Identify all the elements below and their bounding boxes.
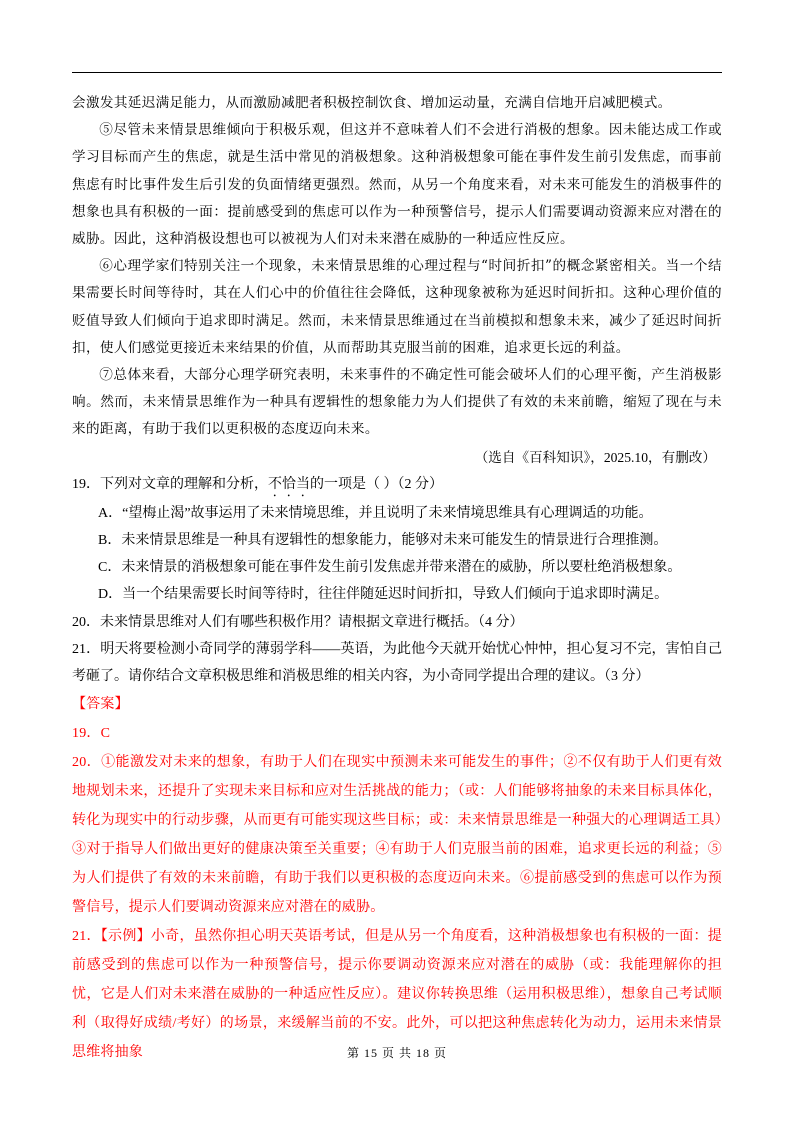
question-20: 20．未来情景思维对人们有哪些积极作用？请根据文章进行概括。（4 分） <box>72 614 524 630</box>
option-a: A．“望梅止渴”故事运用了未来情境思维，并且说明了未来情境思维具有心理调适的功能。 <box>98 505 653 521</box>
answer-label: 【答案】 <box>72 697 129 713</box>
header-rule <box>72 72 722 73</box>
question-21: 21．明天将要检测小奇同学的薄弱学科——英语，为此他今天就开始忧心忡忡，担心复习不完，害怕自己考砸了。请你结合文章积极思维和消极思维的相关内容，为小奇同学提出合理的建议。（3 分） <box>72 641 722 685</box>
answer-20: 20．①能激发对未来的想象，有助于人们在现实中预测未来可能发生的事件；②不仅有助于人们更有效地规划未来，还提升了实现未来目标和应对生活挑战的能力；（或：人们能够将抽象的未来目标具体化，转化为现实中的行动步骤，从而更有可能实现这些目标；或：未来情景思维是一种强大的心理调适工具）③对于指导人们做出更好的健康决策至关重要；④有助于人们克服当前的困难，追求更长远的利益；⑤为人们提供了有效的未来前瞻，有助于我们以更积极的态度迈向未来。⑥提前感受到的焦虑可以作为预警信号，提示人们要调动资源来应对潜在的威胁。 <box>72 755 722 916</box>
option-c: C．未来情景的消极想象可能在事件发生前引发焦虑并带来潜在的威胁，所以要杜绝消极想象。 <box>98 560 682 576</box>
page-content <box>72 90 722 1067</box>
question-19-emphasis: 不恰当 <box>268 476 310 492</box>
question-19 <box>72 471 722 500</box>
answer-21: 21．【示例】小奇，虽然你担心明天英语考试，但是从另一个角度看，这种消极想象也有积极的一面：提前感受到的焦虑可以作为一种预警信号，提示你要调动资源来应对潜在的威胁（或：我能理解你的担忧，它是人们对未来潜在威胁的一种适应性反应）。建议你转换思维（运用积极思维），想象自己考试顺利（取得好成绩/考好）的场景，来缓解当前的不安。此外，可以把这种焦虑转化为动力，运用未来情景思维将抽象 <box>72 929 722 1061</box>
article-paragraph-5: ⑤尽管未来情景思维倾向于积极乐观，但这并不意味着人们不会进行消极的想象。因未能达成工作或学习目标而产生的焦虑，就是生活中常见的消极想象。这种消极想象可能在事件发生前引发焦虑，而事前焦虑有时比事件发生后引发的负面情绪更强烈。然而，从另一个角度来看，对未来可能发生的消极事件的想象也具有积极的一面：提前感受到的焦虑可以作为一种预警信号，提示人们需要调动资源来应对潜在的威胁。因此，这种消极设想也可以被视为人们对未来潜在威胁的一种适应性反应。 <box>72 122 722 248</box>
article-paragraph-7: ⑦总体来看，大部分心理学研究表明，未来事件的不确定性可能会破坏人们的心理平衡，产生消极影响。然而，未来情景思维作为一种具有逻辑性的想象能力为人们提供了有效的未来前瞻，缩短了现在与未来的距离，有助于我们以更积极的态度迈向未来。 <box>72 367 722 438</box>
article-source: （选自《百科知识》，2025.10，有删改） <box>474 449 716 465</box>
option-d: D．当一个结果需要长时间等待时，往往伴随延迟时间折扣，导致人们倾向于追求即时满足。 <box>98 587 669 603</box>
article-paragraph-6: ⑥心理学家们特别关注一个现象，未来情景思维的心理过程与“时间折扣”的概念紧密相关。当一个结果需要长时间等待时，其在人们心中的价值往往会降低，这种现象被称为延迟时间折扣。这种心理价值的贬值导致人们倾向于追求即时满足。然而，未来情景思维通过在当前模拟和想象未来，减少了延迟时间折扣，使人们感觉更接近未来结果的价值，从而帮助其克服当前的困难，追求更长远的利益。 <box>72 258 722 356</box>
article <box>72 90 722 444</box>
question-19-suffix: 的一项是（ ）（2 分） <box>310 476 443 492</box>
page-footer: 第 15 页 共 18 页 <box>346 1046 447 1060</box>
question-19-prefix: 19．下列对文章的理解和分析， <box>72 476 268 492</box>
article-paragraph-4-tail: 会激发其延迟满足能力，从而激励减肥者积极控制饮食、增加运动量，充满自信地开启减肥模式。 <box>72 95 672 111</box>
answer-19: 19．C <box>72 726 111 742</box>
option-b: B．未来情景思维是一种具有逻辑性的想象能力，能够对未来可能发生的情景进行合理推测。 <box>98 533 668 549</box>
